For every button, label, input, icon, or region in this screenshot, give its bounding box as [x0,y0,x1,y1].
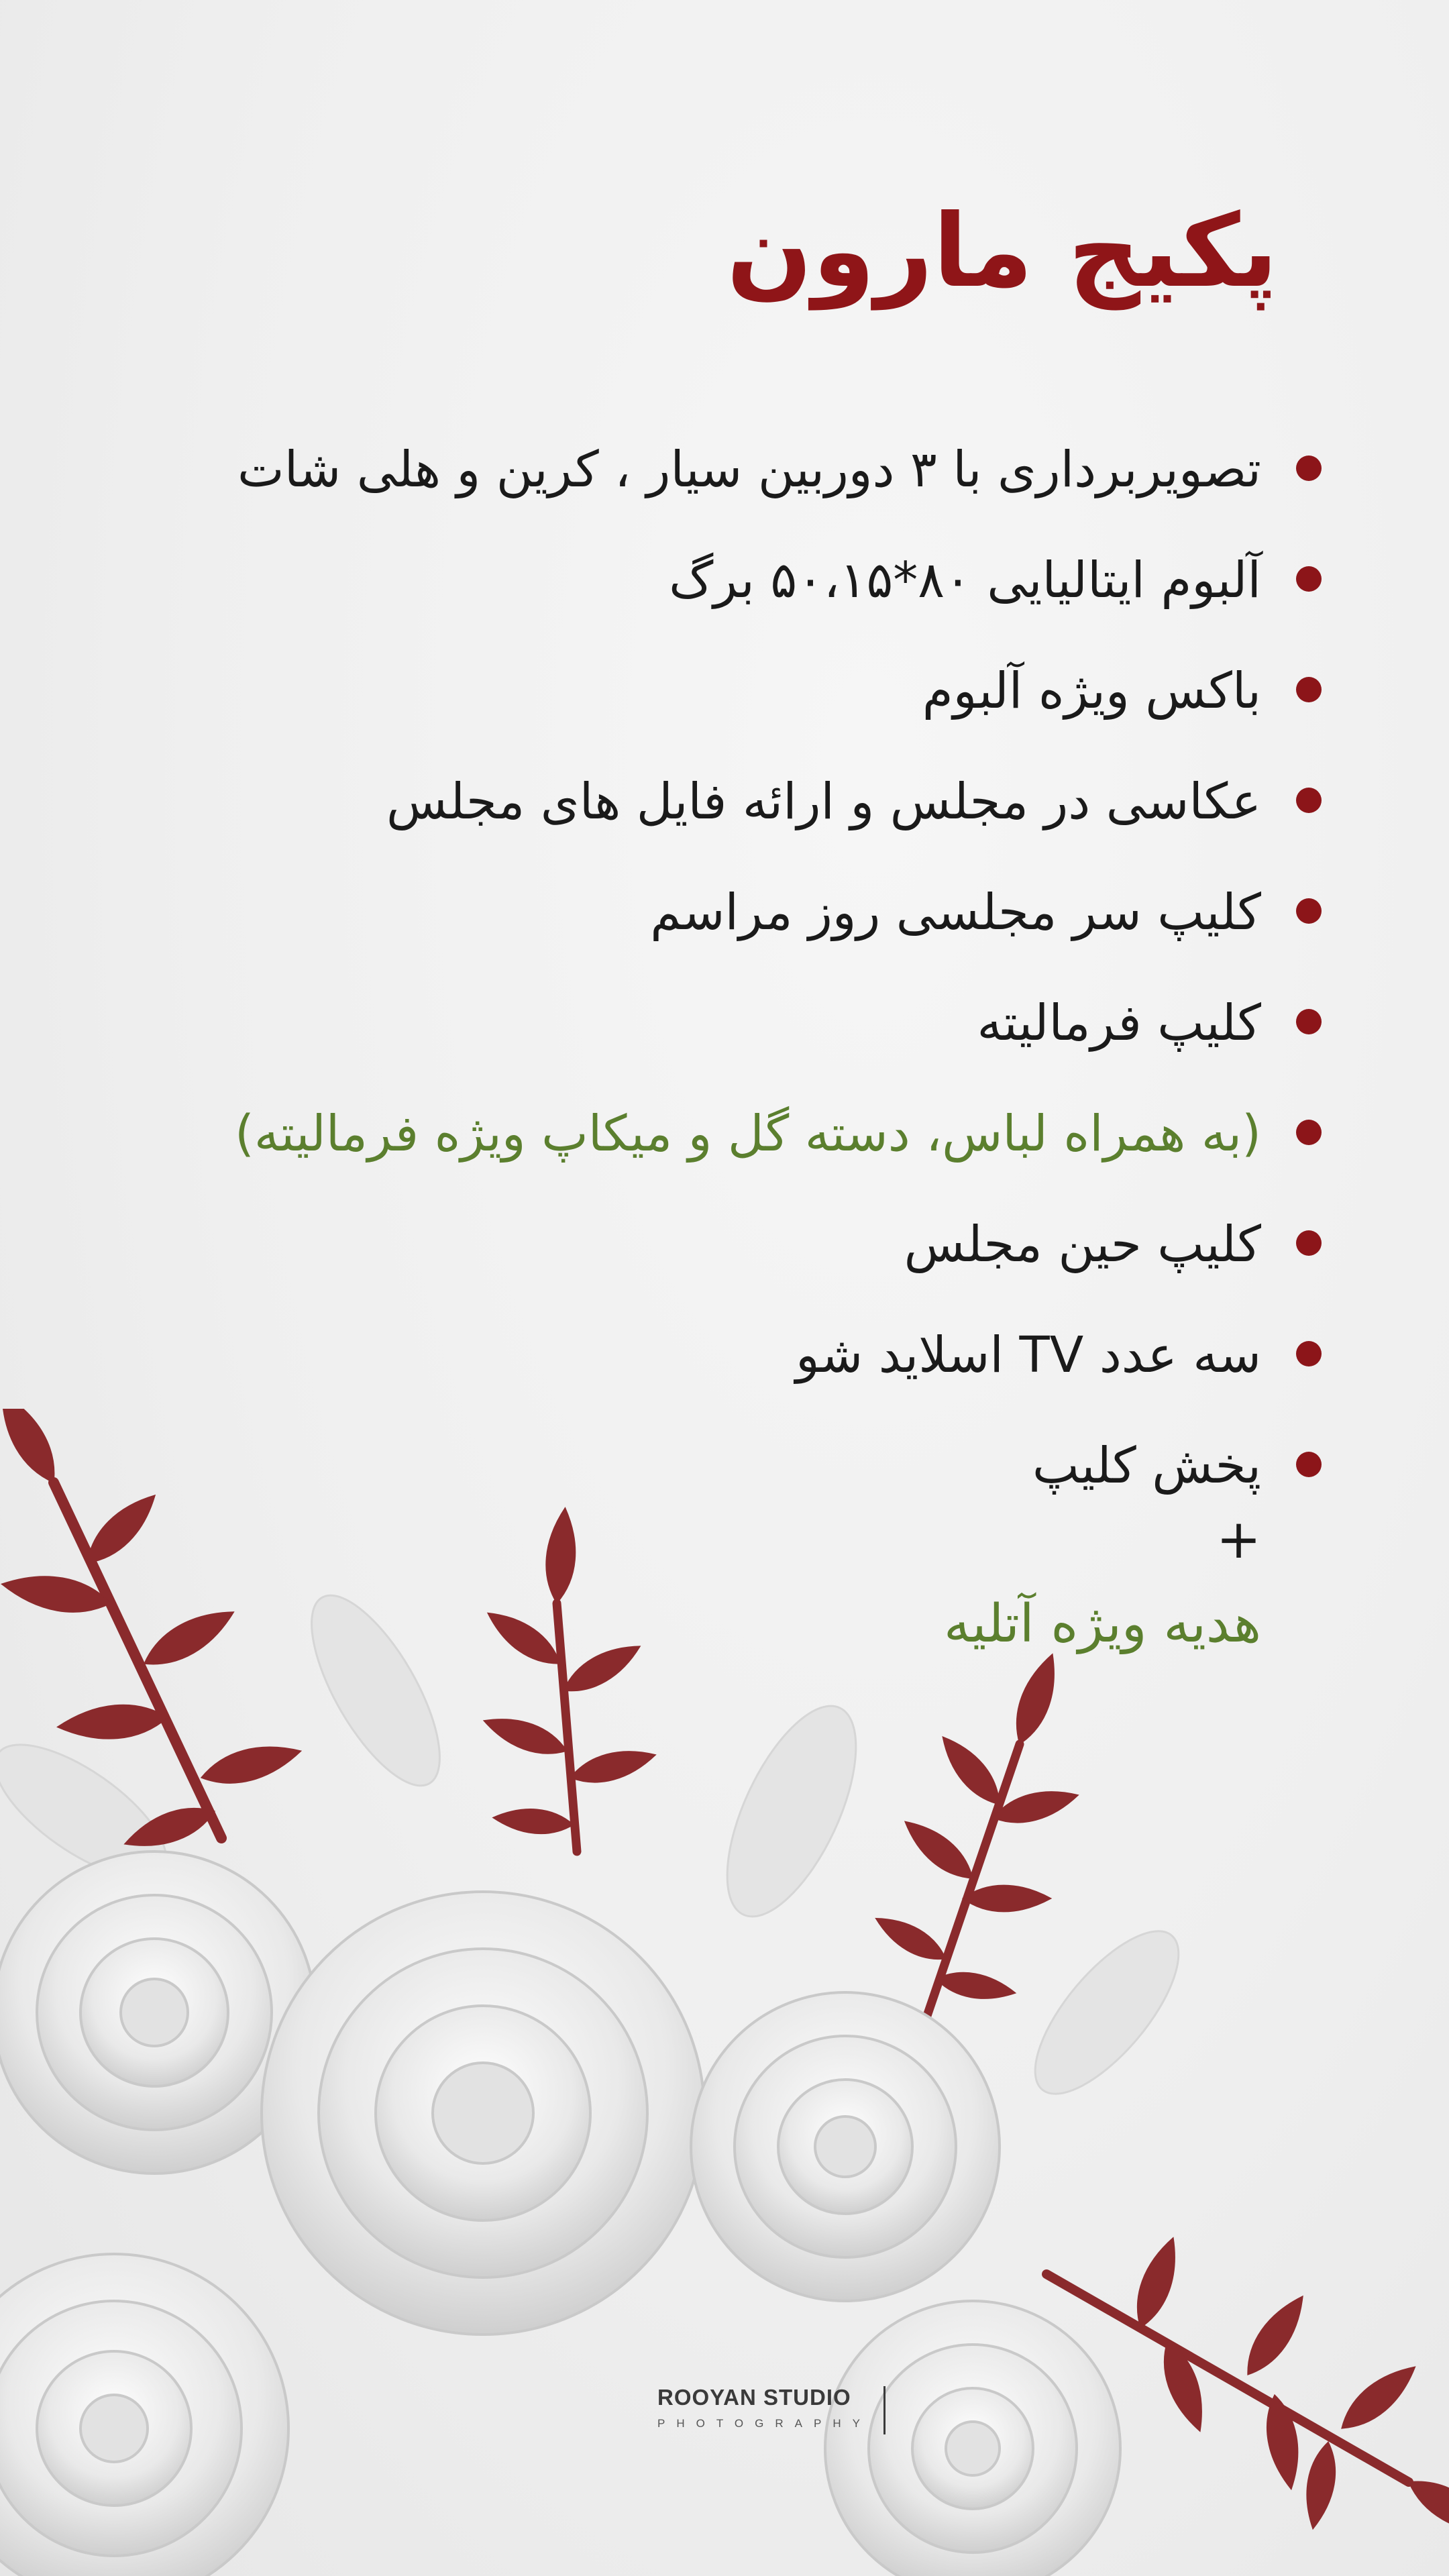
bullet-icon [1296,455,1322,481]
feature-item-note [87,1093,1322,1204]
feature-item [87,651,1322,761]
bullet-icon [1296,1341,1322,1366]
feature-item [87,761,1322,872]
studio-tagline: PHOTOGRAPHY [657,2417,871,2430]
feature-text: کلیپ سر مجلسی روز مراسم [650,883,1261,941]
feature-text: عکاسی در مجلس و ارائه فایل های مجلس [386,773,1261,830]
feature-item [87,872,1322,983]
plus-sign: + [1216,1508,1261,1570]
bullet-icon [1296,677,1322,702]
bullet-icon [1296,566,1322,592]
bullet-icon [1296,898,1322,924]
feature-item [87,983,1322,1093]
feature-text: پخش کلیپ [1032,1437,1261,1495]
feature-list [87,429,1322,1536]
white-roses-decoration [0,1851,1120,2576]
feature-text: کلیپ فرمالیته [977,994,1261,1052]
logo-divider [883,2386,885,2434]
bullet-icon [1296,1009,1322,1034]
feature-item [87,540,1322,651]
feature-text: تصویربرداری با ۳ دوربین سیار ، کرین و هلی شات [237,441,1261,498]
feature-text: کلیپ حین مجلس [904,1216,1261,1273]
studio-name: ROOYAN STUDIO [657,2385,851,2410]
feature-item [87,1204,1322,1315]
package-title: پکیج مارون [727,193,1278,310]
gift-text: هدیه ویژه آتلیه [943,1594,1261,1654]
feature-text: (به همراه لباس، دسته گل و میکاپ ویژه فرمالیته) [234,1105,1261,1163]
feature-item [87,429,1322,540]
bullet-icon [1296,788,1322,813]
studio-logo [657,2385,885,2438]
bullet-icon [1296,1230,1322,1256]
feature-text: آلبوم ایتالیایی ۸۰*۵۰،۱۵ برگ [669,551,1261,609]
feature-text: باکس ویژه آلبوم [922,662,1261,720]
bullet-icon [1296,1120,1322,1145]
feature-text: سه عدد TV اسلاید شو [796,1326,1261,1384]
